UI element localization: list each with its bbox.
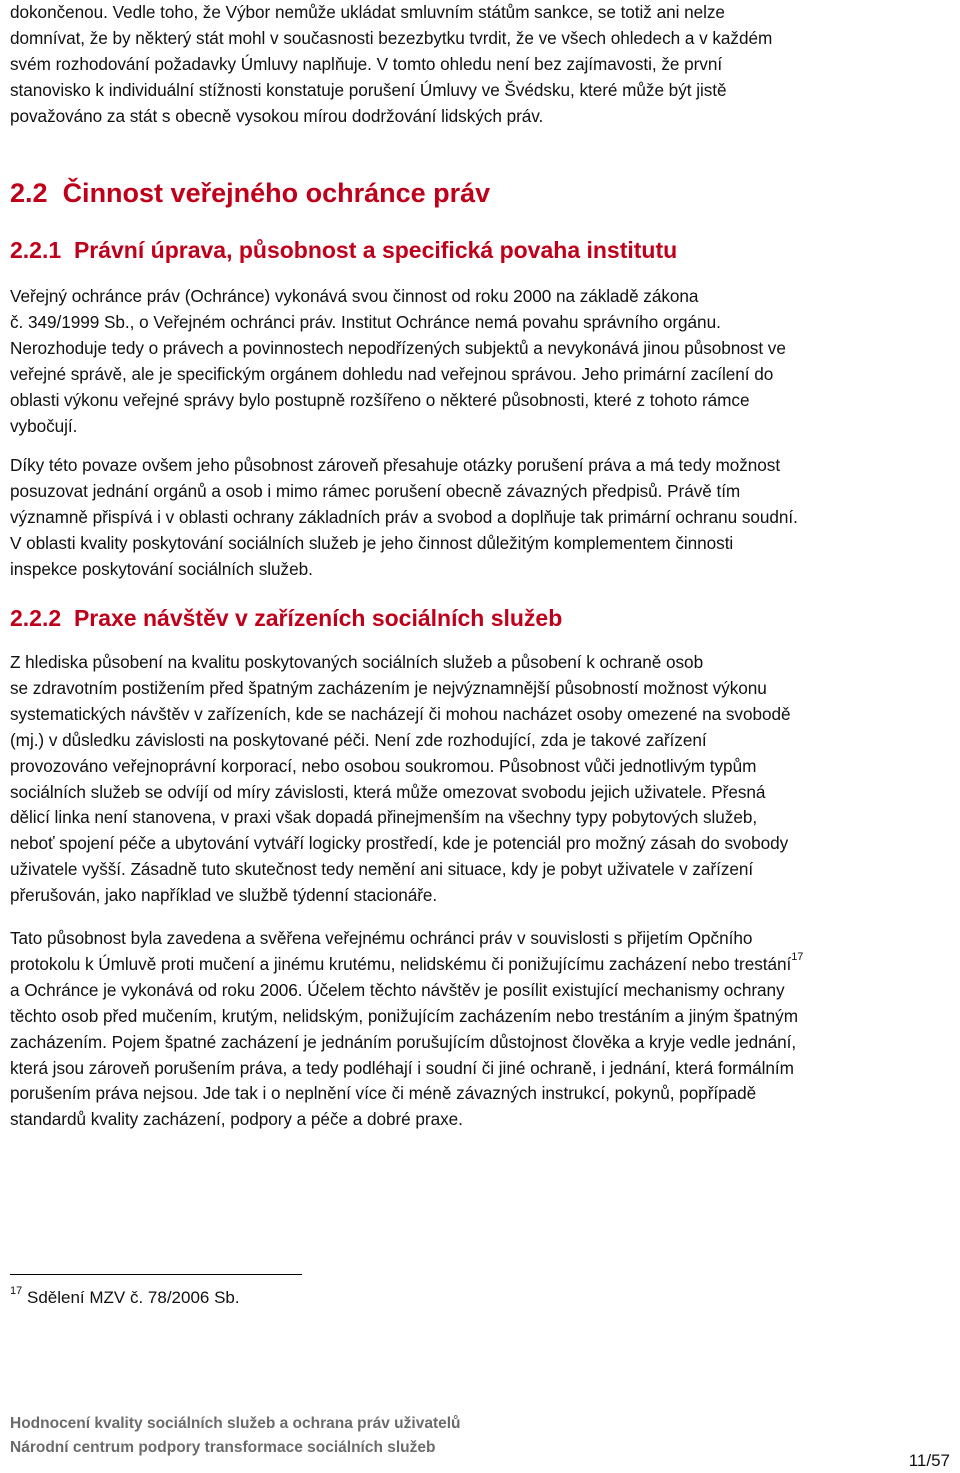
text-line: oblasti výkonu veřejné správy bylo postupně rozšířeno o některé působnosti, které z tohoto rámce xyxy=(10,389,750,410)
text-line: Veřejný ochránce práv (Ochránce) vykonává svou činnost od roku 2000 na základě zákona xyxy=(10,286,699,306)
text-line: stanovisko k individuální stížnosti konstatuje porušení Úmluvy ve Švédsku, které může být jistě xyxy=(10,79,727,100)
text-line: Nerozhoduje tedy o právech a povinnostech nepodřízených subjektů a nevykonává jinou působnost ve xyxy=(10,337,786,358)
paragraph-scope xyxy=(10,453,798,583)
text-line: zacházením. Pojem špatné zacházení je jednáním porušujícím důstojnost člověka a kryje vedle jednání, xyxy=(10,1031,797,1052)
text-line: považováno za stát s obecně vysokou mírou dodržování lidských práv. xyxy=(10,105,544,126)
text-line: č. 349/1999 Sb., o Veřejném ochránci práv. Institut Ochránce nemá povahu správního orgánu. xyxy=(10,311,721,332)
footer-organization: Národní centrum podpory transformace sociálních služeb xyxy=(10,1439,436,1456)
paragraph-visits xyxy=(10,650,791,909)
text-line: (mj.) v důsledku závislosti na poskytované péči. Není zde rozhodující, zda je takové zařízení xyxy=(10,729,707,750)
footer-title: Hodnocení kvality sociálních služeb a ochrana práv uživatelů xyxy=(10,1415,461,1432)
text-line: Díky této povaze ovšem jeho působnost zároveň přesahuje otázky porušení práva a má tedy možnost xyxy=(10,455,781,475)
text-line: svém rozhodování požadavky Úmluvy naplňuje. V tomto ohledu není bez zajímavosti, že první xyxy=(10,53,723,74)
page-number: 11/57 xyxy=(908,1451,950,1470)
text-line: významně přispívá i v oblasti ochrany základních práv a svobod a doplňuje tak primární ochranu soudní. xyxy=(10,506,798,527)
paragraph-opcat xyxy=(10,926,803,1133)
text-line: provozováno veřejnoprávní korporací, nebo osobou soukromou. Působnost vůči jednotlivým typům xyxy=(10,755,757,776)
text-line: uživatele vyšší. Zásadně tuto skutečnost tedy nemění ani situace, kdy je pobyt uživatele v zařízení xyxy=(10,859,754,880)
text-line: neboť spojení péče a ubytování vytváří logicky prostředí, kde je potenciál pro možný zásah do svobody xyxy=(10,833,789,854)
text-line: se zdravotním postižením před špatným zacházením je nejvýznamnější působností možnost výkonu xyxy=(10,677,767,698)
section-title: Právní úprava, působnost a specifická povaha institutu xyxy=(73,237,678,263)
text-line: sociálních služeb se odvíjí od míry závislosti, která může omezovat svobodu jejich uživatele. Přesná xyxy=(10,781,766,802)
text-line: standardů kvality zacházení, podpory a péče a dobré praxe. xyxy=(10,1109,463,1130)
page-footer xyxy=(10,1412,461,1460)
text-line: veřejné správě, ale je specifickým orgánem dohledu nad veřejnou správou. Jeho primární zacílení do xyxy=(10,363,774,384)
footnote xyxy=(10,1285,240,1308)
text-line: vybočují. xyxy=(10,415,78,436)
text-line: porušením práva nejsou. Jde tak i o neplnění více či méně závazných instrukcí, pokynů, popřípadě xyxy=(10,1083,757,1104)
text-line: inspekce poskytování sociálních služeb. xyxy=(10,558,313,579)
section-title: Praxe návštěv v zařízeních sociálních služeb xyxy=(73,605,563,631)
text-line: dokončenou. Vedle toho, že Výbor nemůže ukládat smluvním státům sankce, se totiž ani nelze xyxy=(10,2,725,22)
intro-paragraph xyxy=(10,0,772,130)
section-heading-2-2-2 xyxy=(10,605,562,632)
section-heading-2-2 xyxy=(10,178,490,209)
text-line: přerušován, jako například ve službě týdenní stacionáře. xyxy=(10,885,438,906)
footnote-divider xyxy=(10,1274,302,1275)
section-number: 2.2.2 xyxy=(10,605,62,631)
text-line xyxy=(10,952,803,978)
section-number: 2.2 xyxy=(10,178,48,208)
text-line: a Ochránce je vykonává od roku 2006. Účelem těchto návštěv je posílit existující mechanismy ochrany xyxy=(10,979,785,1000)
text-line: systematických návštěv v zařízeních, kde se nacházejí či mohou nacházet osoby omezené na svobodě xyxy=(10,703,791,724)
footnote-number: 17 xyxy=(10,1285,23,1297)
section-heading-2-2-1 xyxy=(10,237,677,264)
text-line: Z hlediska působení na kvalitu poskytovaných sociálních služeb a působení k ochraně osob xyxy=(10,652,704,672)
text-line: domnívat, že by některý stát mohl v současnosti bezezbytku tvrdit, že ve všech ohledech a v každém xyxy=(10,27,773,48)
text-line: Tato působnost byla zavedena a svěřena veřejnému ochránci práv v souvislosti s přijetím Opčního xyxy=(10,928,753,948)
paragraph-legal-basis xyxy=(10,284,786,439)
text-line: dělicí linka není stanovena, v praxi však dopadá přinejmenším na všechny typy pobytových služeb, xyxy=(10,807,758,828)
section-title: Činnost veřejného ochránce práv xyxy=(62,178,491,208)
text-segment: protokolu k Úmluvě proti mučení a jinému krutému, nelidskému či ponižujícímu zacházení nebo trestání xyxy=(10,953,792,974)
text-line: V oblasti kvality poskytování sociálních služeb je jeho činnost důležitým komplementem činnosti xyxy=(10,532,734,553)
text-line: která jsou zároveň porušením práva, a tedy podléhají i soudní či jiné ochraně, i jednání, která formálním xyxy=(10,1057,794,1078)
text-line: posuzovat jednání orgánů a osob i mimo rámec porušení obecně závazných předpisů. Právě tím xyxy=(10,480,741,501)
footnote-reference[interactable]: 17 xyxy=(791,950,804,963)
footnote-text: Sdělení MZV č. 78/2006 Sb. xyxy=(26,1288,240,1307)
section-number: 2.2.1 xyxy=(10,237,62,263)
text-line: těchto osob před mučením, krutým, nelidským, ponižujícím zacházením nebo trestáním a jiným špatným xyxy=(10,1005,798,1026)
